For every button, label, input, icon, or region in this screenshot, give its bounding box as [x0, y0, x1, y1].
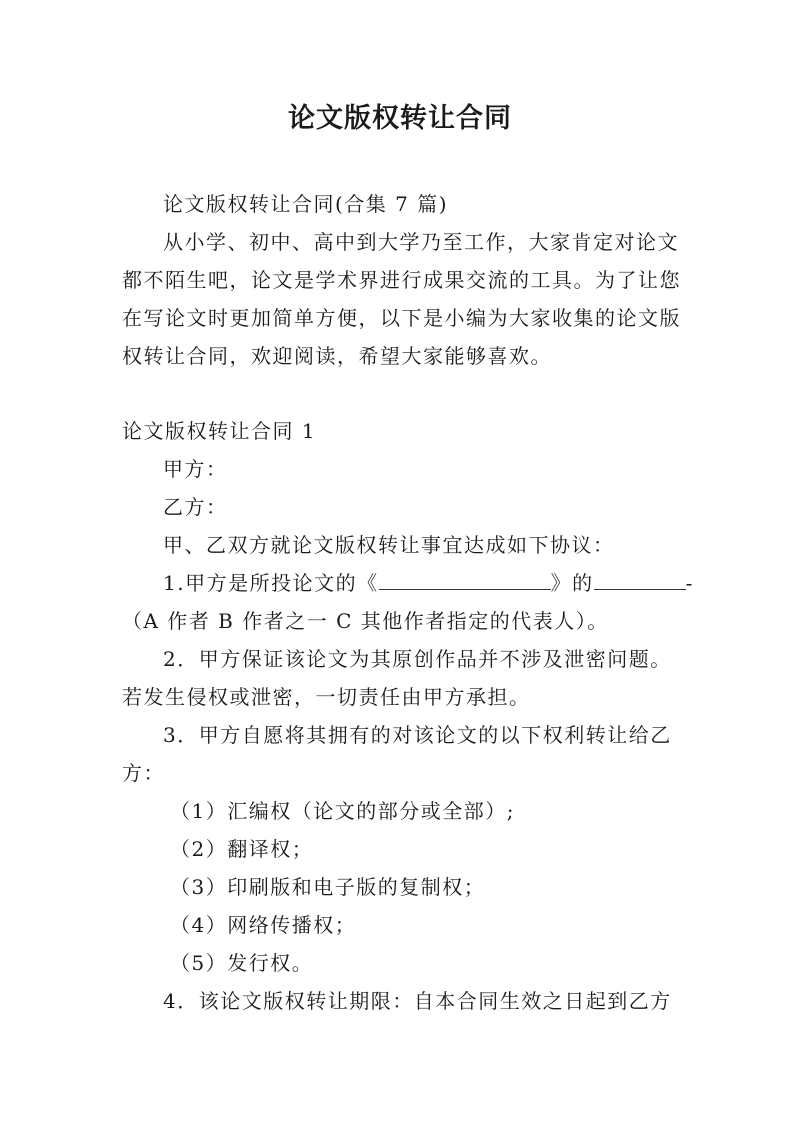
party-b-label: 乙方： — [163, 495, 228, 519]
clause-1-prefix: 1.甲方是所投论文的《 — [163, 571, 379, 595]
clause-2: 2．甲方保证该论文为其原创作品并不涉及泄密问题。 — [163, 647, 672, 671]
clause-1-continuation: （A 作者 B 作者之一 C 其他作者指定的代表人）。 — [122, 609, 609, 633]
right-item: （1）汇编权（论文的部分或全部）; — [170, 799, 515, 823]
clause-3: 3．甲方自愿将其拥有的对该论文的以下权利转让给乙 — [163, 723, 672, 747]
clause-1 — [163, 564, 694, 602]
party-a-label: 甲方： — [163, 457, 228, 481]
intro-line: 在写论文时更加简单方便，以下是小编为大家收集的论文版 — [122, 306, 681, 330]
section-heading: 论文版权转让合同 1 — [122, 419, 317, 443]
clause-1-mid: 》的 — [550, 571, 594, 595]
right-item: （2）翻译权； — [170, 837, 314, 861]
right-item: （5）发行权。 — [170, 951, 314, 975]
clause-2-continuation: 若发生侵权或泄密，一切责任由甲方承担。 — [122, 685, 531, 709]
intro-line: 都不陌生吧，论文是学术界进行成果交流的工具。为了让您 — [122, 268, 681, 292]
intro-line: 从小学、初中、高中到大学乃至工作，大家肯定对论文 — [163, 230, 679, 254]
intro-line: 权转让合同，欢迎阅读，希望大家能够喜欢。 — [122, 344, 552, 368]
paper-title-blank — [379, 569, 551, 590]
document-title: 论文版权转让合同 — [288, 103, 512, 134]
agreement-line: 甲、乙双方就论文版权转让事宜达成如下协议： — [163, 533, 615, 557]
right-item: （4）网络传播权； — [170, 913, 357, 937]
document-subtitle: 论文版权转让合同(合集 7 篇) — [163, 192, 449, 216]
clause-4: 4．该论文版权转让期限：自本合同生效之日起到乙方 — [163, 989, 672, 1013]
author-role-blank — [594, 569, 686, 590]
clause-1-suffix: - — [685, 571, 694, 595]
right-item: （3）印刷版和电子版的复制权； — [170, 875, 486, 899]
clause-3-continuation: 方： — [122, 761, 165, 785]
